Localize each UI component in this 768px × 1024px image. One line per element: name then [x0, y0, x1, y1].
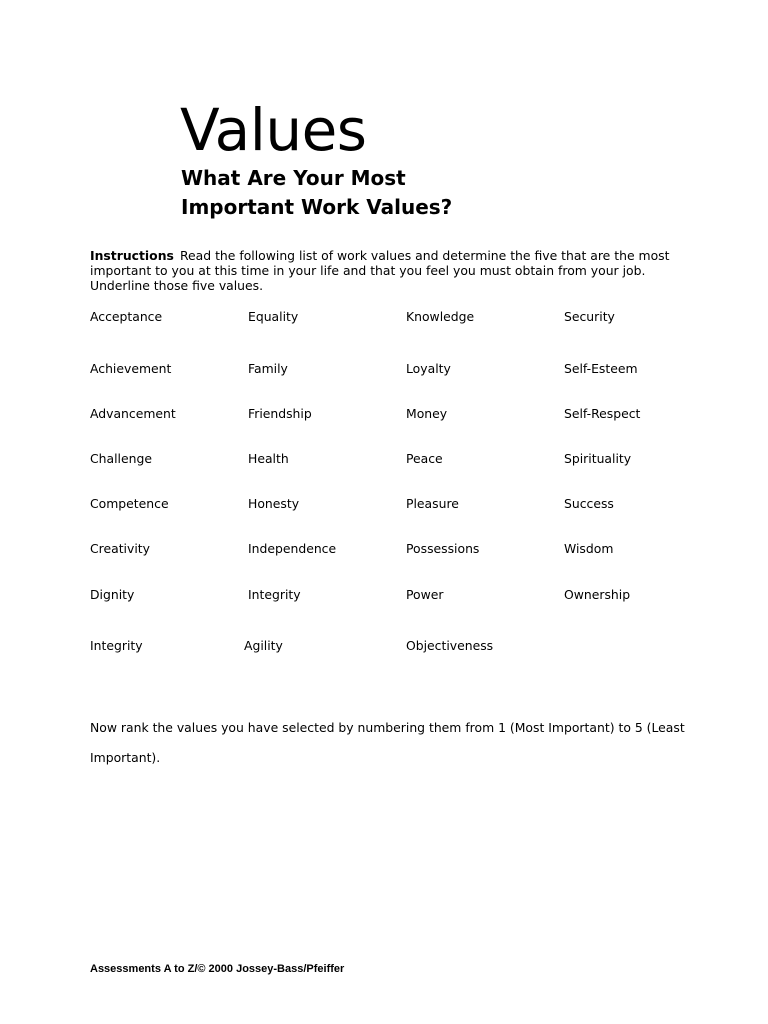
value-item: Challenge [90, 451, 152, 466]
rank-instructions: Now rank the values you have selected by numbering them from 1 (Most Important) to 5 (Least Important). [90, 720, 685, 765]
value-item: Dignity [90, 587, 135, 602]
value-item: Integrity [248, 587, 301, 602]
value-item: Self-Esteem [564, 361, 638, 376]
value-item: Objectiveness [406, 638, 494, 653]
value-item: Competence [90, 496, 169, 511]
value-item: Success [564, 496, 614, 511]
value-item: Equality [248, 309, 299, 324]
value-item: Creativity [90, 541, 150, 556]
value-item: Power [406, 587, 444, 602]
value-item: Self-Respect [564, 406, 641, 421]
value-item: Acceptance [90, 309, 163, 324]
value-item: Honesty [248, 496, 300, 511]
page-title: Values [180, 96, 367, 164]
subtitle-line-2: Important Work Values? [181, 195, 453, 219]
value-item: Wisdom [564, 541, 614, 556]
value-item: Health [248, 451, 289, 466]
value-item: Integrity [90, 638, 143, 653]
subtitle-line-1: What Are Your Most [181, 166, 406, 190]
value-item: Spirituality [564, 451, 632, 466]
instructions-label: Instructions [90, 248, 174, 263]
instructions-text: Read the following list of work values and determine the five that are the most important to you at this time in your life and that you feel you must obtain from your job. Underline those five values. [90, 248, 670, 293]
value-item: Pleasure [406, 496, 459, 511]
value-item: Peace [406, 451, 443, 466]
value-item: Loyalty [406, 361, 451, 376]
value-item: Independence [248, 541, 337, 556]
value-item: Possessions [406, 541, 480, 556]
value-item: Friendship [248, 406, 312, 421]
value-item: Advancement [90, 406, 176, 421]
value-item: Knowledge [406, 309, 475, 324]
value-item: Money [406, 406, 448, 421]
value-item: Ownership [564, 587, 631, 602]
value-item: Security [564, 309, 615, 324]
footer-copyright: Assessments A to Z/© 2000 Jossey-Bass/Pfeiffer [90, 963, 345, 975]
value-item: Achievement [90, 361, 172, 376]
value-item: Family [248, 361, 288, 376]
value-item: Agility [244, 638, 283, 653]
